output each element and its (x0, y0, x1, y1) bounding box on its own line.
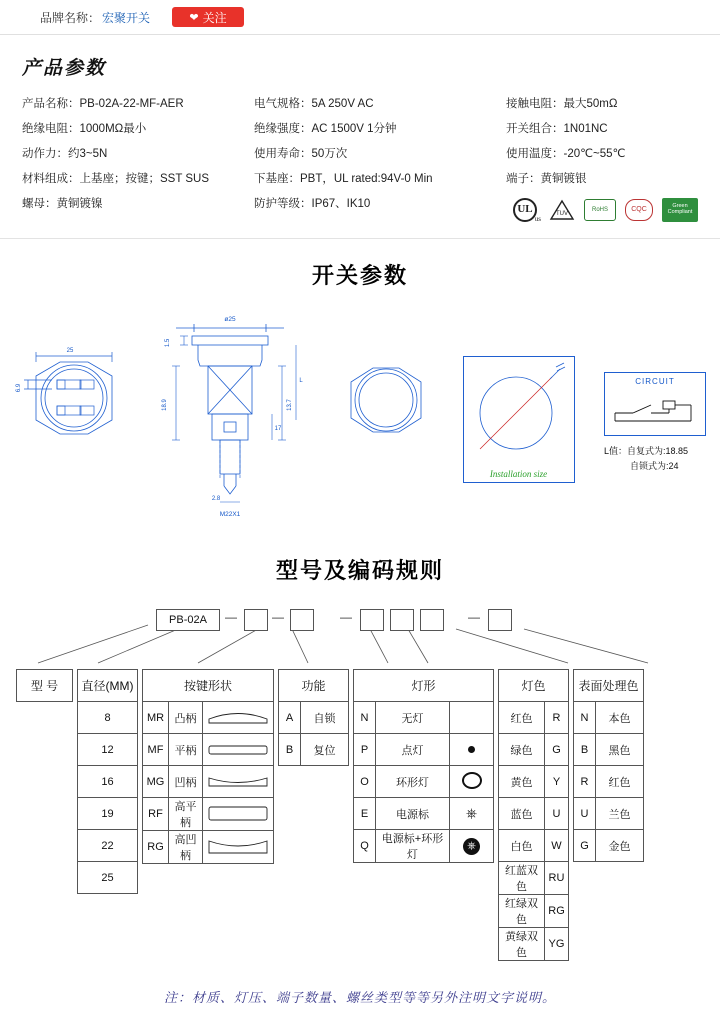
svg-text:L: L (298, 378, 303, 384)
table-row: MR (143, 702, 169, 734)
installation-box (463, 356, 575, 483)
table-row: E (354, 798, 376, 830)
circuit-title: CIRCUIT (635, 377, 675, 386)
table-button-shape (142, 669, 274, 864)
code-base-model-label: PB-02A (169, 614, 207, 626)
code-base-model (156, 609, 220, 631)
table-row: G (574, 830, 596, 862)
table-row: MF (143, 734, 169, 766)
table-row: 平柄 (169, 734, 203, 766)
table-row: R (545, 702, 569, 734)
drawing-circuit (604, 372, 708, 474)
table-row: RG (545, 895, 569, 928)
green-compliant-icon: Green Compliant (662, 198, 698, 222)
follow-button-label: 关注 (202, 10, 227, 25)
table-row: A (279, 702, 301, 734)
table-row: 电源标 (376, 798, 450, 830)
table-row: YG (545, 928, 569, 961)
flat-head-icon (203, 734, 274, 766)
table-row: 22 (78, 830, 138, 862)
table-row: 高凹柄 (169, 831, 203, 864)
svg-text:6.9: 6.9 (16, 383, 22, 393)
table-row: R (574, 766, 596, 798)
table-row: 点灯 (376, 734, 450, 766)
spec-cell: 动作力：约3~5N (22, 148, 108, 160)
table-row: 8 (78, 702, 138, 734)
table-row: RU (545, 862, 569, 895)
certification-row (506, 192, 706, 228)
section-title-coding-rules: 型号及编码规则 (275, 558, 444, 583)
table-row: 16 (78, 766, 138, 798)
tall-concave-head-icon (203, 831, 274, 864)
brand-bar (0, 0, 720, 35)
footnote: 注：材质、灯压、端子数量、螺丝类型等等另外注明文字说明。 (163, 990, 556, 1005)
coding-area (0, 599, 720, 1024)
table-row: 金色 (596, 830, 644, 862)
table-row: Y (545, 766, 569, 798)
table-row: 黄绿双色 (499, 928, 545, 961)
table-row: U (545, 798, 569, 830)
code-slot-function (360, 609, 384, 631)
code-dash: — (468, 610, 480, 624)
table-row: 无灯 (376, 702, 450, 734)
coding-header (8, 599, 712, 669)
code-slot-surface-color (488, 609, 512, 631)
col-header-surface-color: 表面处理色 (574, 670, 644, 702)
drawing-nut-view (333, 310, 433, 505)
spec-cell: 防护等级：IP67、IK10 (254, 198, 371, 210)
table-row: 电源标+环形灯 (376, 830, 450, 863)
spec-cell: 接触电阻：最大50mΩ (506, 98, 618, 110)
tall-flat-head-icon (203, 798, 274, 831)
rohs-icon: RoHS (584, 199, 616, 221)
svg-text:ø25: ø25 (223, 316, 236, 323)
spec-title: 产品参数 (22, 58, 107, 79)
table-row: 凹柄 (169, 766, 203, 798)
col-header-shape: 按键形状 (143, 670, 274, 702)
spec-cell: 使用温度：-20℃~55℃ (506, 148, 626, 160)
spec-cell: 产品名称：PB-02A-22-MF-AER (22, 98, 184, 110)
table-row: 红色 (596, 766, 644, 798)
spec-cell: 端子：黄铜镀银 (506, 173, 587, 185)
follow-button[interactable] (172, 7, 244, 27)
concave-head-icon (203, 766, 274, 798)
power-symbol-icon: ⎈ (450, 798, 494, 830)
svg-text:17: 17 (274, 426, 281, 432)
table-function (278, 669, 349, 766)
spec-grid (0, 92, 720, 228)
installation-caption: Installation size (489, 469, 548, 479)
code-slot-lamp-color (420, 609, 444, 631)
section-title-switch-params: 开关参数 (311, 263, 408, 288)
heart-icon: ❤ (189, 11, 199, 24)
table-row: 本色 (596, 702, 644, 734)
spec-block (0, 35, 720, 239)
spec-cell: 材料组成：上基座；按键；SST SUS (22, 173, 209, 185)
spec-cell: 电气规格：5A 250V AC (254, 98, 374, 110)
power-ring-icon: ⎈ (450, 830, 494, 863)
svg-text:18.9: 18.9 (161, 399, 168, 411)
table-row: 复位 (301, 734, 349, 766)
table-row: O (354, 766, 376, 798)
l-value-lock: 自锁式为:24 (630, 461, 679, 471)
table-row: 12 (78, 734, 138, 766)
svg-text:2.8: 2.8 (211, 496, 220, 502)
spec-cell: 使用寿命：50万次 (254, 148, 348, 160)
table-row: 兰色 (596, 798, 644, 830)
col-header-lamp-shape: 灯形 (354, 670, 494, 702)
table-row: 自锁 (301, 702, 349, 734)
code-slot-lamp-shape (390, 609, 414, 631)
table-row: 高平柄 (169, 798, 203, 831)
spec-cell: 绝缘电阻：1000MΩ最小 (22, 123, 147, 135)
table-row: 黄色 (499, 766, 545, 798)
table-row: B (574, 734, 596, 766)
circuit-box (604, 372, 706, 436)
table-row: 25 (78, 862, 138, 894)
l-value-reset: L值：自复式为:18.85 (604, 446, 689, 456)
svg-text:25: 25 (66, 348, 74, 354)
spec-cell: 螺母：黄铜镀镍 (22, 198, 103, 210)
cqc-icon: CQC (625, 199, 653, 221)
table-row: 19 (78, 798, 138, 830)
table-row: 红绿双色 (499, 895, 545, 928)
code-dash: — (272, 610, 284, 624)
table-row: 蓝色 (499, 798, 545, 830)
ring-lamp-icon (450, 766, 494, 798)
table-row: N (354, 702, 376, 734)
convex-head-icon (203, 702, 274, 734)
table-model (16, 669, 73, 702)
drawing-installation-size (463, 356, 575, 483)
svg-text:TUV: TUV (556, 211, 568, 217)
dot-lamp-icon (450, 734, 494, 766)
table-row: Q (354, 830, 376, 863)
svg-text:M22X1: M22X1 (219, 511, 240, 518)
ul-icon: UL us (510, 197, 540, 223)
table-row: U (574, 798, 596, 830)
table-row: RG (143, 831, 169, 864)
tuv-icon (549, 199, 575, 221)
svg-text:13.7: 13.7 (286, 399, 293, 411)
table-row: RF (143, 798, 169, 831)
brand-name-link[interactable]: 宏聚开关 (102, 10, 151, 25)
table-row: G (545, 734, 569, 766)
col-header-model: 型 号 (17, 670, 73, 702)
table-row: MG (143, 766, 169, 798)
svg-text:1.5: 1.5 (164, 338, 171, 348)
code-dash: — (340, 610, 352, 624)
col-header-diameter: 直径(MM) (78, 670, 138, 702)
spec-cell: 开关组合：1N01NC (506, 123, 608, 135)
spec-cell: 下基座：PBT，UL rated:94V-0 Min (254, 173, 433, 185)
table-row: B (279, 734, 301, 766)
table-row: 黑色 (596, 734, 644, 766)
spec-cell: 绝缘强度：AC 1500V 1分钟 (254, 123, 397, 135)
table-row: N (574, 702, 596, 734)
drawing-strip (0, 304, 720, 534)
table-lamp-color (498, 669, 569, 961)
col-header-lamp-color: 灯色 (499, 670, 569, 702)
table-row: 红蓝双色 (499, 862, 545, 895)
drawing-front-view (12, 310, 124, 505)
table-lamp-shape (353, 669, 494, 863)
code-slot-diameter (244, 609, 268, 631)
code-slot-shape (290, 609, 314, 631)
table-row: 绿色 (499, 734, 545, 766)
none-icon (450, 702, 494, 734)
table-diameter (77, 669, 138, 894)
table-row: P (354, 734, 376, 766)
coding-tables (8, 669, 712, 961)
table-row: 红色 (499, 702, 545, 734)
drawing-side-section (154, 310, 304, 525)
col-header-function: 功能 (279, 670, 349, 702)
code-dash: — (225, 610, 237, 624)
brand-label: 品牌名称： (40, 10, 101, 25)
table-row: W (545, 830, 569, 862)
table-row: 白色 (499, 830, 545, 862)
table-row: 环形灯 (376, 766, 450, 798)
table-row: 凸柄 (169, 702, 203, 734)
table-surface-color (573, 669, 644, 862)
